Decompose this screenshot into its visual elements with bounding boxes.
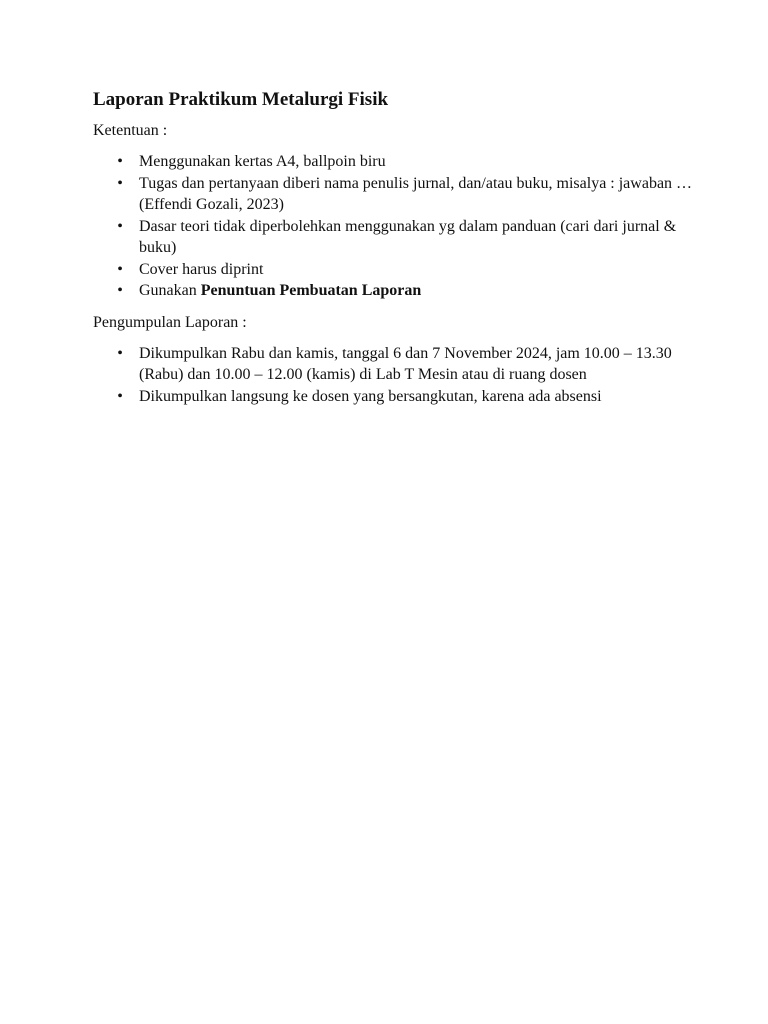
list-item-text: Dikumpulkan Rabu dan kamis, tanggal 6 dan 7 November 2024, jam 10.00 – 13.30 (Rabu) dan 10.00 – 12.00 (kamis) di Lab T Mesin atau di ruang dosen <box>139 344 672 383</box>
section-label-ketentuan: Ketentuan : <box>93 122 168 139</box>
bullet-icon: • <box>117 282 123 299</box>
list-item-text: Cover harus diprint <box>139 260 264 278</box>
list-item-text: Dikumpulkan langsung ke dosen yang bersangkutan, karena ada absensi <box>139 387 602 405</box>
pengumpulan-list <box>93 343 693 408</box>
bullet-icon: • <box>117 174 123 192</box>
document-title: Laporan Praktikum Metalurgi Fisik <box>93 89 389 110</box>
document-body <box>93 88 693 418</box>
list-item <box>93 259 693 281</box>
list-item <box>93 280 693 302</box>
list-item <box>93 386 693 408</box>
section-label-pengumpulan: Pengumpulan Laporan : <box>93 313 247 331</box>
bullet-icon: • <box>117 217 123 235</box>
bullet-icon: • <box>117 344 123 362</box>
list-item <box>93 151 693 173</box>
list-item-text: Tugas dan pertanyaan diberi nama penulis jurnal, dan/atau buku, misalya : jawaban … (Effendi Gozali, 2023) <box>139 174 693 213</box>
list-item-text: Gunakan <box>139 282 201 299</box>
list-item <box>93 343 693 386</box>
ketentuan-list <box>93 151 693 302</box>
list-item-bold-text: Penuntuan Pembuatan Laporan <box>200 282 422 299</box>
list-item-text: Menggunakan kertas A4, ballpoin biru <box>139 153 386 170</box>
bullet-icon: • <box>117 260 123 278</box>
bullet-icon: • <box>117 153 123 170</box>
list-item <box>93 216 693 259</box>
list-item <box>93 173 693 216</box>
list-item-text: Dasar teori tidak diperbolehkan menggunakan yg dalam panduan (cari dari jurnal & buku) <box>139 217 677 256</box>
bullet-icon: • <box>117 387 123 405</box>
